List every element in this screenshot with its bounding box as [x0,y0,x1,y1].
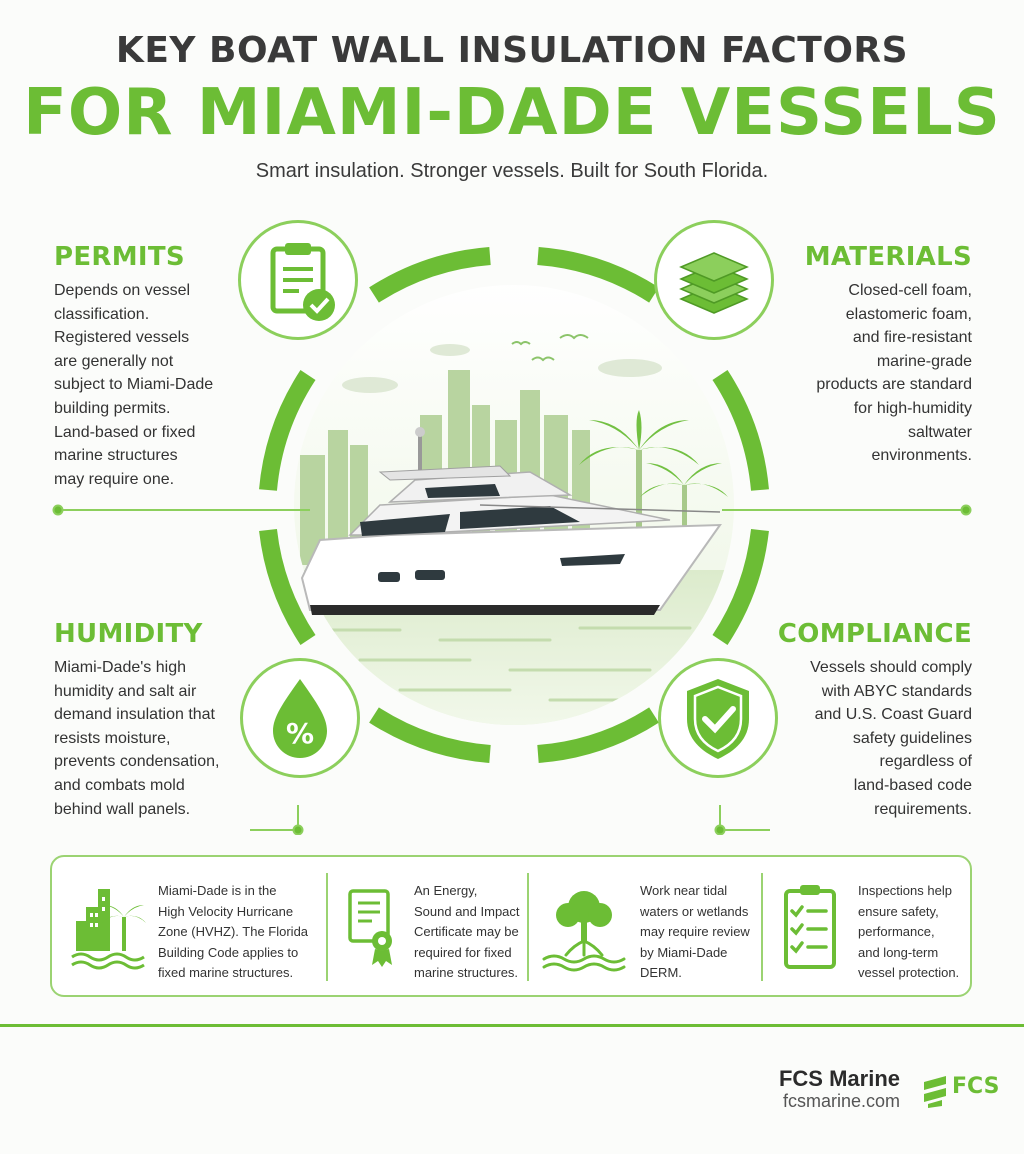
humidity-line: demand insulation that [54,706,215,724]
permits-line: building permits. [54,399,171,417]
materials-line: marine-grade [876,352,972,370]
materials-line: for high-humidity [853,399,972,417]
compliance-line: requirements. [874,800,972,818]
humidity-line: resists moisture, [54,729,171,747]
compliance-line: and U.S. Coast Guard [814,706,972,724]
mangrove-tree-icon [540,883,628,973]
tile-line: Certificate may be [414,924,519,939]
certificate-icon [342,885,402,973]
materials-heading: MATERIALS [804,242,972,272]
tile-line: Building Code applies to [158,944,299,960]
layered-panels-icon [657,223,771,337]
tile-line: Miami-Dade is in the [158,883,277,898]
tile-divider [761,873,763,981]
permits-line: subject to Miami-Dade [54,376,214,394]
permits-icon-badge [238,220,358,340]
humidity-heading: HUMIDITY [54,619,203,649]
tile-line: Inspections help [858,883,952,898]
tile-line: and long-term [858,944,939,960]
compliance-body [772,656,972,821]
tile-hvhz-text [158,881,318,984]
materials-line: Closed-cell foam, [848,282,972,299]
tile-line: Work near tidal [640,883,728,898]
permits-body [54,279,244,491]
footer-divider [0,1024,1024,1027]
clipboard-check-icon [241,223,355,337]
compliance-line: safety guidelines [852,729,972,747]
permits-line: classification. [54,305,150,323]
tile-line: marine structures. [414,965,519,980]
materials-icon-badge [654,220,774,340]
permits-line: may require one. [54,470,175,488]
humidity-line: humidity and salt air [54,682,197,700]
subtitle: Smart insulation. Stronger vessels. Built for South Florida. [255,160,769,182]
permits-line: Depends on vessel [54,282,191,299]
humidity-body [54,656,254,821]
permits-line: Registered vessels [54,329,190,347]
tile-line: vessel protection. [858,965,960,980]
permits-line: marine structures [54,447,178,465]
humidity-line: Miami-Dade's high [54,659,186,676]
svg-text:%: % [285,717,315,750]
tile-divider [326,873,328,981]
fcs-logo-icon [920,1074,950,1108]
materials-line: and fire-resistant [852,329,972,347]
humidity-line: and combats mold [54,776,185,794]
brand-url[interactable]: fcsmarine.com [782,1091,900,1111]
tile-line: DERM. [640,965,682,980]
tile-line: required for fixed [414,944,512,960]
materials-body [772,279,972,468]
compliance-line: with ABYC standards [821,682,972,700]
permits-heading: PERMITS [54,242,185,272]
brand-name: FCS Marine [778,1066,900,1091]
checklist-icon [780,883,844,975]
city-hurricane-icon [68,881,148,973]
tile-line: Sound and Impact [414,903,520,919]
tile-line: ensure safety, [858,903,939,919]
materials-line: environments. [871,447,972,465]
permits-line: Land-based or fixed [54,423,196,441]
tile-line: High Velocity Hurricane [158,903,294,919]
compliance-heading: COMPLIANCE [777,619,972,649]
compliance-line: Vessels should comply [810,659,972,676]
tile-line: performance, [858,924,935,939]
humidity-line: prevents condensation, [54,753,220,771]
tile-line: may require review [640,924,750,939]
title-line-2: FOR MIAMI-DADE VESSELS [23,76,1001,150]
water-drop-percent-icon [243,661,357,775]
materials-line: products are standard [816,376,972,394]
humidity-line: behind wall panels. [54,800,191,818]
compliance-line: regardless of [879,753,972,771]
tile-certificate-text [414,881,554,984]
compliance-line: land-based code [853,776,972,794]
tile-line: An Energy, [414,883,478,898]
materials-line: elastomeric foam, [845,305,972,323]
fcs-logo-text: FCS [952,1074,1000,1099]
tile-line: Zone (HVHZ). The Florida [158,924,309,939]
tile-line: by Miami-Dade [640,944,728,960]
humidity-icon-badge [240,658,360,778]
tile-divider [527,873,529,981]
shield-check-icon [661,661,775,775]
info-tiles-box [50,855,972,997]
tile-derm-text [640,881,760,984]
compliance-icon-badge [658,658,778,778]
tile-line: fixed marine structures. [158,965,294,980]
permits-line: are generally not [54,352,174,370]
materials-line: saltwater [907,423,972,441]
tile-line: waters or wetlands [640,903,749,919]
title-line-1: KEY BOAT WALL INSULATION FACTORS [115,30,909,71]
tile-inspections-text [858,881,968,984]
